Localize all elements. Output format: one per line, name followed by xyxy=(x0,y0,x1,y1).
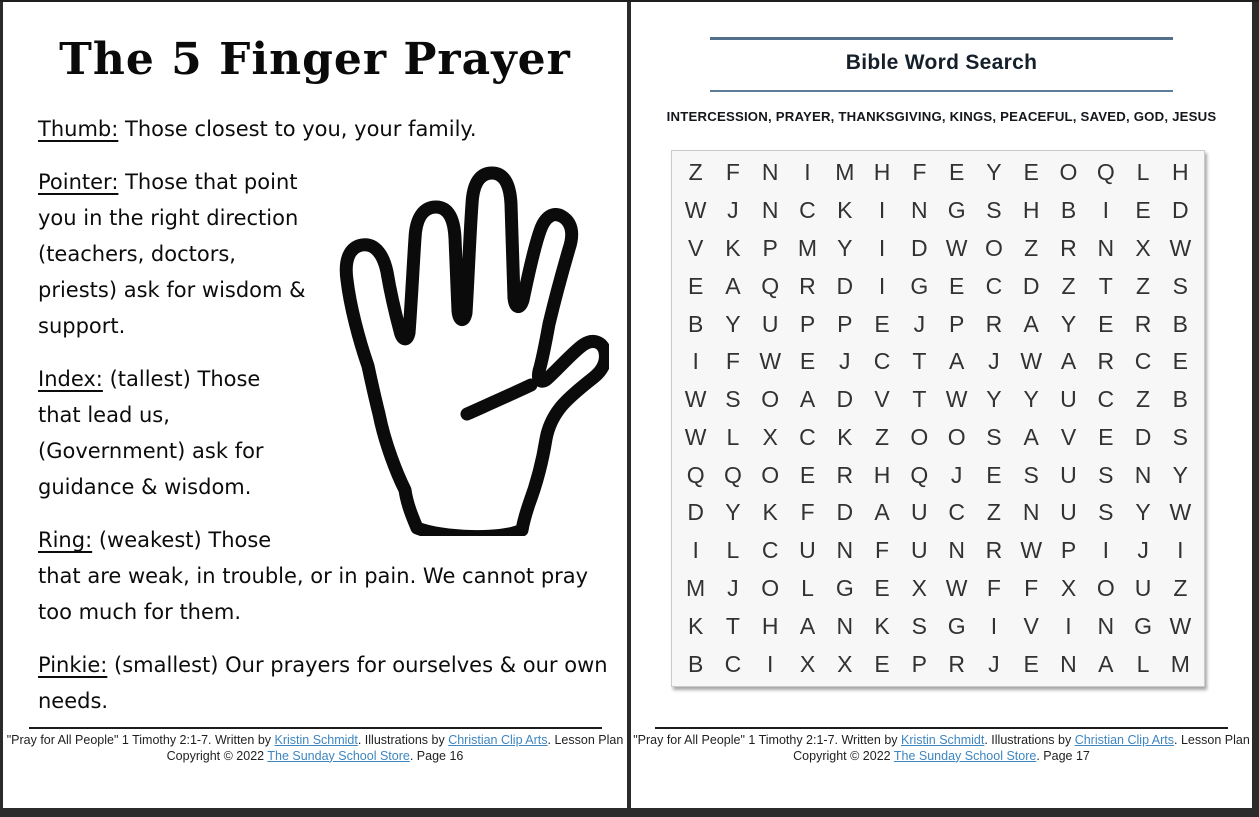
grid-letter: Y xyxy=(1135,499,1151,526)
ring-section xyxy=(38,522,611,630)
grid-letter: P xyxy=(1060,537,1077,564)
grid-letter: I xyxy=(804,159,811,186)
grid-letter: F xyxy=(875,537,890,564)
footer-text xyxy=(3,733,627,764)
grid-letter: W xyxy=(1169,499,1192,526)
grid-letter: D xyxy=(1022,272,1040,299)
grid-letter: V xyxy=(874,386,890,413)
grid-letter: H xyxy=(761,612,779,639)
grid-letter: O xyxy=(910,423,929,450)
grid-letter: D xyxy=(836,499,854,526)
grid-letter: A xyxy=(1023,310,1039,337)
grid-letter: I xyxy=(1065,612,1072,639)
grid-letter: L xyxy=(801,575,814,602)
grid-letter: I xyxy=(1102,197,1109,224)
footer-credit-text: "Pray for All People" 1 Timothy 2:1-7. Written by xyxy=(6,733,275,747)
grid-letter: M xyxy=(686,575,706,602)
grid-letter: G xyxy=(1134,612,1152,639)
grid-letter: Z xyxy=(1061,272,1076,299)
grid-letter: F xyxy=(986,575,1001,602)
grid-letter: M xyxy=(1170,650,1190,677)
grid-letter: W xyxy=(1020,537,1043,564)
grid-letter: S xyxy=(1172,272,1189,299)
ring-text: (weakest) Those that are weak, in trouble, or in pain. We cannot pray too much for them. xyxy=(38,528,589,624)
grid-letter: W xyxy=(684,386,707,413)
grid-letter: W xyxy=(945,386,968,413)
footer-copyright-text: Copyright © 2022 xyxy=(166,748,268,763)
grid-letter: Y xyxy=(725,310,741,337)
grid-letter: E xyxy=(1023,159,1039,186)
pinkie-label: Pinkie: xyxy=(38,653,108,677)
grid-letter: D xyxy=(1172,197,1189,224)
grid-letter: B xyxy=(687,310,704,337)
grid-letter: S xyxy=(725,386,741,413)
left-page-content xyxy=(38,111,611,719)
grid-letter: N xyxy=(1097,612,1115,639)
grid-letter: P xyxy=(837,310,853,337)
grid-letter: R xyxy=(948,650,965,677)
grid-letter: E xyxy=(874,575,890,602)
grid-letter: I xyxy=(692,537,699,564)
thumb-text: Those closest to you, your family. xyxy=(125,117,477,141)
grid-letter: I xyxy=(878,272,886,299)
grid-letter: E xyxy=(986,461,1002,488)
grid-letter: F xyxy=(725,348,740,375)
grid-letter: J xyxy=(1137,537,1149,564)
title-rule-bottom xyxy=(710,90,1173,92)
left-page-footer xyxy=(3,727,627,764)
grid-letter: W xyxy=(759,348,782,375)
hand-illustration xyxy=(317,156,609,536)
grid-letter: D xyxy=(687,499,704,526)
grid-letter: B xyxy=(1172,310,1189,337)
grid-letter: X xyxy=(762,423,778,450)
grid-letter: E xyxy=(1135,197,1151,224)
grid-letter: Z xyxy=(1136,386,1151,413)
grid-letter: X xyxy=(837,650,853,677)
footer-text xyxy=(631,733,1252,764)
grid-letter: F xyxy=(725,159,740,186)
grid-letter: C xyxy=(1097,386,1115,413)
grid-letter: Y xyxy=(1060,310,1077,337)
ring-label: Ring: xyxy=(38,528,93,552)
grid-letter: R xyxy=(1134,310,1152,337)
grid-letter: N xyxy=(948,537,965,564)
grid-letter: S xyxy=(986,197,1002,224)
grid-letter: E xyxy=(874,650,890,677)
grid-letter: E xyxy=(799,461,816,488)
grid-letter: D xyxy=(836,386,854,413)
grid-letter: S xyxy=(986,423,1002,450)
grid-letter: A xyxy=(799,612,816,639)
footer-credit-text: . Illustrations by xyxy=(357,733,449,747)
grid-letter: X xyxy=(1135,234,1151,261)
footer-copyright-text: Copyright © 2022 xyxy=(793,748,894,763)
title-rule-top xyxy=(710,37,1173,40)
illustrator-link[interactable]: Christian Clip Arts xyxy=(448,733,548,747)
grid-letter: L xyxy=(1136,159,1150,186)
grid-letter: E xyxy=(1098,310,1114,337)
grid-letter: U xyxy=(1134,575,1152,602)
grid-letter: K xyxy=(762,499,778,526)
grid-letter: K xyxy=(837,423,853,450)
right-page-footer xyxy=(631,727,1252,764)
grid-letter: V xyxy=(687,234,704,261)
grid-letter: O xyxy=(984,234,1003,261)
grid-letter: Y xyxy=(986,159,1002,186)
grid-letter: W xyxy=(945,234,968,261)
grid-letter: W xyxy=(684,423,707,450)
grid-letter: M xyxy=(835,159,855,186)
grid-letter: P xyxy=(762,234,778,261)
grid-letter: A xyxy=(799,386,816,413)
footer-credit-text: "Pray for All People" 1 Timothy 2:1-7. Written by xyxy=(633,733,901,747)
word-list: INTERCESSION, PRAYER, THANKSGIVING, KINGS, PEACEFUL, SAVED, GOD, JESUS xyxy=(666,109,1217,124)
grid-letter: O xyxy=(1059,159,1078,186)
grid-letter: I xyxy=(1102,537,1109,564)
grid-letter: Y xyxy=(1023,386,1039,413)
grid-letter: I xyxy=(767,650,774,677)
grid-letter: D xyxy=(911,234,928,261)
grid-letter: V xyxy=(1060,423,1077,450)
grid-letter: Z xyxy=(1024,234,1039,261)
grid-letter: J xyxy=(950,461,963,488)
grid-letter: N xyxy=(1134,461,1152,488)
grid-letter: S xyxy=(1023,461,1039,488)
grid-letter: W xyxy=(1169,234,1192,261)
grid-letter: X xyxy=(799,650,816,677)
grid-letter: W xyxy=(1169,612,1192,639)
grid-letter: J xyxy=(988,348,1000,375)
grid-letter: E xyxy=(799,348,816,375)
grid-letter: R xyxy=(985,310,1003,337)
grid-letter: U xyxy=(1060,499,1077,526)
grid-letter: A xyxy=(948,348,965,375)
grid-letter: R xyxy=(836,461,854,488)
grid-letter: R xyxy=(1060,234,1077,261)
grid-letter: S xyxy=(911,612,928,639)
author-link[interactable]: Kristin Schmidt xyxy=(901,733,985,747)
grid-letter: I xyxy=(692,348,699,375)
pointer-label: Pointer: xyxy=(38,170,119,194)
thumb-label: Thumb: xyxy=(38,117,119,141)
grid-letter: I xyxy=(990,612,998,639)
grid-letter: P xyxy=(948,310,965,337)
grid-letter: C xyxy=(761,537,779,564)
grid-letter: E xyxy=(948,272,965,299)
grid-letter: A xyxy=(1098,650,1114,677)
grid-letter: K xyxy=(725,234,741,261)
grid-letter: I xyxy=(878,197,886,224)
grid-letter: Z xyxy=(1136,272,1151,299)
grid-letter: C xyxy=(985,272,1003,299)
thumb-section xyxy=(38,111,611,147)
grid-letter: B xyxy=(1172,386,1189,413)
grid-letter: O xyxy=(1096,575,1115,602)
grid-letter: J xyxy=(727,575,739,602)
grid-letter: K xyxy=(874,612,890,639)
pinkie-text: (smallest) Our prayers for ourselves & our own needs. xyxy=(38,653,608,713)
grid-letter: B xyxy=(687,650,704,677)
hand-outline xyxy=(346,173,605,536)
grid-letter: A xyxy=(1060,348,1077,375)
illustrator-link[interactable]: Christian Clip Arts xyxy=(1074,733,1175,747)
grid-letter: R xyxy=(1097,348,1115,375)
grid-letter: S xyxy=(1098,461,1114,488)
grid-letter: N xyxy=(836,612,854,639)
grid-letter: E xyxy=(687,272,704,299)
grid-letter: A xyxy=(1023,423,1039,450)
grid-letter: A xyxy=(725,272,741,299)
grid-letter: Y xyxy=(725,499,741,526)
grid-letter: D xyxy=(1134,423,1152,450)
grid-letter: J xyxy=(839,348,851,375)
grid-letter: T xyxy=(725,612,740,639)
grid-letter: Q xyxy=(910,461,929,488)
grid-letter: Q xyxy=(761,272,780,299)
pointer-text: Those that point you in the right direction (teachers, doctors, priests) ask for wisdom & support. xyxy=(38,170,306,338)
grid-letter: U xyxy=(799,537,816,564)
grid-letter: N xyxy=(1022,499,1040,526)
grid-letter: U xyxy=(761,310,779,337)
index-text: (tallest) Those that lead us, (Government) ask for guidance & wisdom. xyxy=(38,367,264,499)
grid-letter: N xyxy=(761,159,779,186)
page-title: The 5 Finger Prayer xyxy=(59,34,571,85)
grid-letter: O xyxy=(761,575,780,602)
grid-letter: H xyxy=(1022,197,1040,224)
grid-letter: V xyxy=(1023,612,1039,639)
grid-letter: E xyxy=(948,159,965,186)
grid-letter: N xyxy=(836,537,854,564)
grid-letter: Y xyxy=(986,386,1002,413)
grid-letter: Y xyxy=(1172,461,1189,488)
grid-letter: J xyxy=(913,310,926,337)
grid-letter: N xyxy=(1097,234,1115,261)
grid-letter: R xyxy=(799,272,816,299)
grid-letter: U xyxy=(1060,386,1077,413)
grid-letter: N xyxy=(1060,650,1077,677)
grid-letter: R xyxy=(985,537,1003,564)
grid-letter: O xyxy=(947,423,966,450)
grid-letter: I xyxy=(878,234,886,261)
grid-letter: G xyxy=(947,612,966,639)
grid-letter: U xyxy=(911,499,928,526)
word-search-grid xyxy=(671,150,1205,687)
page-number: . Page 16 xyxy=(409,748,464,763)
grid-letter: Z xyxy=(875,423,890,450)
grid-letter: C xyxy=(799,197,816,224)
grid-letter: O xyxy=(761,461,780,488)
page-left xyxy=(3,2,627,808)
grid-letter: H xyxy=(873,159,891,186)
grid-letter: T xyxy=(912,348,927,375)
grid-letter: J xyxy=(727,197,739,224)
grid-letter: U xyxy=(911,537,928,564)
grid-letter: T xyxy=(1098,272,1113,299)
footer-divider xyxy=(655,727,1228,729)
grid-letter: Z xyxy=(986,499,1001,526)
grid-letter: G xyxy=(835,575,854,602)
grid-letter: Q xyxy=(686,461,705,488)
grid-letter: N xyxy=(761,197,779,224)
grid-letter: H xyxy=(1172,159,1189,186)
grid-letter: M xyxy=(797,234,818,261)
grid-letter: U xyxy=(1060,461,1077,488)
grid-letter: F xyxy=(1024,575,1039,602)
grid-letter: K xyxy=(837,197,853,224)
word-search-title: Bible Word Search xyxy=(845,51,1038,74)
footer-divider xyxy=(29,727,602,729)
grid-letter: C xyxy=(1134,348,1152,375)
grid-letter: L xyxy=(726,423,740,450)
grid-letter: C xyxy=(948,499,965,526)
grid-letter: F xyxy=(800,499,815,526)
grid-letter: Y xyxy=(837,234,853,261)
grid-letter: F xyxy=(912,159,927,186)
grid-letter: C xyxy=(799,423,816,450)
grid-letter: Z xyxy=(688,159,703,186)
grid-letter: I xyxy=(1177,537,1184,564)
grid-letter: L xyxy=(726,537,740,564)
grid-letter: Q xyxy=(1096,159,1115,186)
grid-letter: X xyxy=(911,575,928,602)
grid-letter: K xyxy=(687,612,704,639)
grid-letter: E xyxy=(1172,348,1189,375)
grid-letter: C xyxy=(724,650,742,677)
grid-letter: G xyxy=(947,197,966,224)
footer-credit-text: . Lesson Plan xyxy=(547,733,624,747)
store-link[interactable]: The Sunday School Store xyxy=(893,748,1037,763)
footer-credit-text: . Illustrations by xyxy=(984,733,1075,747)
grid-letter: Z xyxy=(1173,575,1188,602)
pinkie-section xyxy=(38,647,611,719)
author-link[interactable]: Kristin Schmidt xyxy=(274,733,358,747)
grid-letter: E xyxy=(874,310,890,337)
footer-credit-text: . Lesson Plan xyxy=(1174,733,1250,747)
grid-letter: H xyxy=(873,461,891,488)
grid-letter: A xyxy=(874,499,890,526)
index-label: Index: xyxy=(38,367,103,391)
grid-letter: W xyxy=(684,197,707,224)
grid-letter: Q xyxy=(723,461,742,488)
grid-letter: T xyxy=(912,386,927,413)
page-number: . Page 17 xyxy=(1036,748,1090,763)
grid-letter: C xyxy=(873,348,891,375)
grid-letter: E xyxy=(1023,650,1039,677)
grid-letter: X xyxy=(1060,575,1077,602)
grid-letter: S xyxy=(1172,423,1189,450)
grid-letter: O xyxy=(761,386,780,413)
grid-letter: S xyxy=(1098,499,1114,526)
grid-letter: P xyxy=(911,650,928,677)
grid-letter: G xyxy=(910,272,929,299)
grid-letter: D xyxy=(836,272,854,299)
grid-letter: W xyxy=(945,575,968,602)
grid-letter: N xyxy=(911,197,928,224)
grid-letter: P xyxy=(799,310,816,337)
grid-letter: L xyxy=(1136,650,1150,677)
grid-letter: W xyxy=(1020,348,1043,375)
page-right xyxy=(631,2,1252,808)
grid-letter: B xyxy=(1060,197,1077,224)
store-link[interactable]: The Sunday School Store xyxy=(267,748,410,763)
grid-letter: J xyxy=(988,650,1000,677)
grid-letter: E xyxy=(1098,423,1114,450)
